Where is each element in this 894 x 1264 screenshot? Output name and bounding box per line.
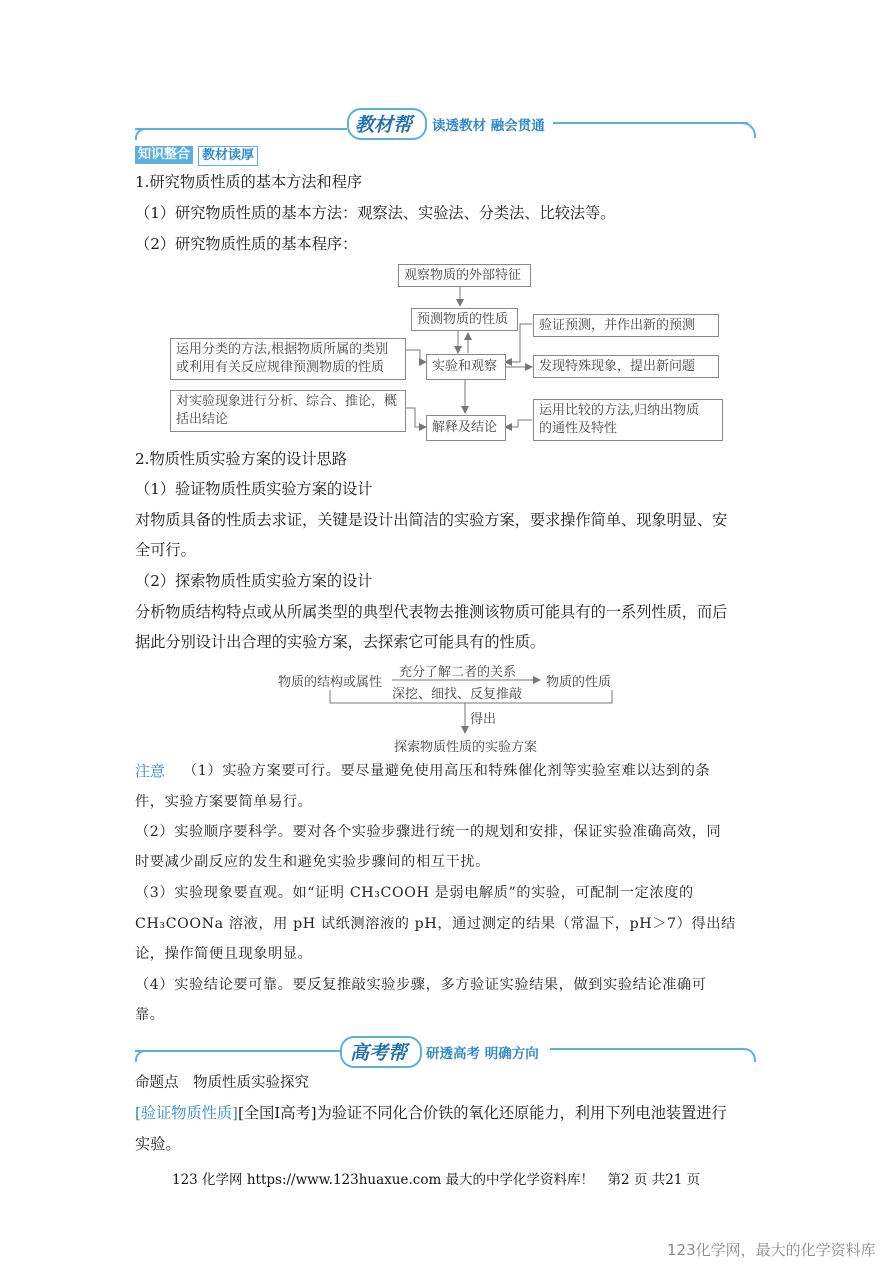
flow-classify-line2: 或利用有关反应规律预测物质的性质	[176, 360, 385, 375]
flow-explain: 解释及结论	[426, 415, 506, 441]
section2-heading: 2.物质性质实验方案的设计思路	[135, 450, 347, 468]
section2-sub2-text1: 分析物质结构特点或从所属类型的典型代表物去推测该物质可能具有的一系列性质，而后	[135, 603, 728, 621]
banner2-title: 高考帮	[350, 1042, 408, 1064]
flow-compare-line1: 运用比较的方法,归纳出物质	[539, 403, 700, 418]
page-footer: 123 化学网 https://www.123huaxue.com 最大的中学化学资料库！ 第2 页 共21 页	[172, 1172, 701, 1188]
section1-item2: （2）研究物质性质的基本程序：	[135, 235, 358, 253]
flow-classify-line1: 运用分类的方法,根据物质所属的类别	[176, 342, 389, 357]
flow-discover: 发现特殊现象，提出新问题	[533, 355, 719, 378]
banner-curve-left	[135, 128, 149, 140]
section2-sub2: （2）探索物质性质实验方案的设计	[135, 572, 373, 590]
banner2-line-right	[550, 1048, 735, 1050]
banner2-line-left	[135, 1050, 340, 1052]
exam-text1: 为验证不同化合价铁的氧化还原能力，利用下列电池装置进行	[316, 1104, 727, 1122]
tag-textbook: 教材读厚	[198, 146, 258, 166]
banner2-curve	[730, 1048, 756, 1062]
exam-heading: 命题点 物质性质实验探究	[135, 1075, 309, 1091]
section2-sub2-text2: 据此分别设计出合理的实验方案，去探索它可能具有的性质。	[135, 633, 546, 651]
flow2-left: 物质的结构或属性	[278, 675, 383, 690]
banner-curve	[730, 122, 756, 138]
section2-sub1-text2: 全可行。	[135, 541, 196, 559]
flow2-derive: 得出	[470, 712, 497, 727]
banner-title: 教材帮	[355, 114, 413, 136]
flow-analyze	[170, 390, 406, 432]
note-p3-line2: CH₃COONa 溶液，用 pH 试纸测溶液的 pH，通过测定的结果（常温下，pH＞7）得出结	[135, 916, 736, 932]
section2-sub1: （1）验证物质性质实验方案的设计	[135, 480, 373, 498]
flow-classify	[170, 338, 406, 380]
banner-subtitle: 读透教材 融会贯通	[432, 118, 545, 134]
flow-observe: 观察物质的外部特征	[398, 264, 531, 287]
flow2-right: 物质的性质	[546, 675, 612, 690]
banner2-curve-left	[135, 1050, 149, 1062]
flow-verify: 验证预测，并作出新的预测	[533, 314, 719, 337]
note-p2-line2: 时要减少副反应的发生和避免实验步骤间的相互干扰。	[135, 854, 490, 870]
exam-tag: [验证物质性质]	[135, 1104, 238, 1122]
exam-text2: 实验。	[135, 1135, 181, 1153]
flow-analyze-line1: 对实验现象进行分析、综合、推论，概	[176, 394, 398, 409]
note-p3-line3: 论，操作简便且现象明显。	[135, 946, 313, 962]
section1-item1: （1）研究物质性质的基本方法：观察法、实验法、分类法、比较法等。	[135, 204, 616, 222]
note-p2-line1: （2）实验顺序要科学。要对各个实验步骤进行统一的规划和安排，保证实验准确高效，同	[135, 824, 722, 840]
section2-sub1-text1: 对物质具备的性质去求证，关键是设计出简洁的实验方案，要求操作简单、现象明显、安	[135, 511, 728, 529]
flow-compare	[533, 399, 723, 441]
flow-analyze-line2: 括出结论	[176, 412, 229, 427]
flow2-result: 探索物质性质的实验方案	[394, 740, 538, 755]
note-label: 注意	[135, 762, 166, 780]
flow2-bottom-label: 深挖、细找、反复推敲	[392, 687, 523, 702]
exam-line1	[135, 1103, 727, 1123]
flow2-top-label: 充分了解二者的关系	[399, 665, 517, 680]
section1-heading: 1.研究物质性质的基本方法和程序	[135, 173, 363, 191]
note-p4-line1: （4）实验结论要可靠。要反复推敲实验步骤，多方验证实验结果，做到实验结论准确可	[135, 977, 707, 993]
banner2-subtitle: 研透高考 明确方向	[426, 1046, 539, 1062]
flow-compare-line2: 的通性及特性	[539, 421, 618, 436]
note-p4-line2: 靠。	[135, 1007, 165, 1023]
note-p1-line1: （1）实验方案要可行。要尽量避免使用高压和特殊催化剂等实验室难以达到的条	[183, 763, 711, 779]
watermark: 123化学网，最大的化学资料库	[667, 1241, 876, 1259]
note-p3-line1: （3）实验现象要直观。如“证明 CH₃COOH 是弱电解质”的实验，可配制一定浓度的	[135, 885, 694, 901]
flow-predict: 预测物质的性质	[411, 308, 518, 331]
banner-line-left	[135, 128, 347, 130]
banner-line-right	[553, 122, 748, 124]
tag-knowledge: 知识整合	[135, 146, 193, 164]
exam-source: [全国Ⅰ高考]	[237, 1104, 317, 1122]
flow-experiment: 实验和观察	[426, 354, 506, 380]
note-p1-line2: 件，实验方案要简单易行。	[135, 794, 313, 810]
